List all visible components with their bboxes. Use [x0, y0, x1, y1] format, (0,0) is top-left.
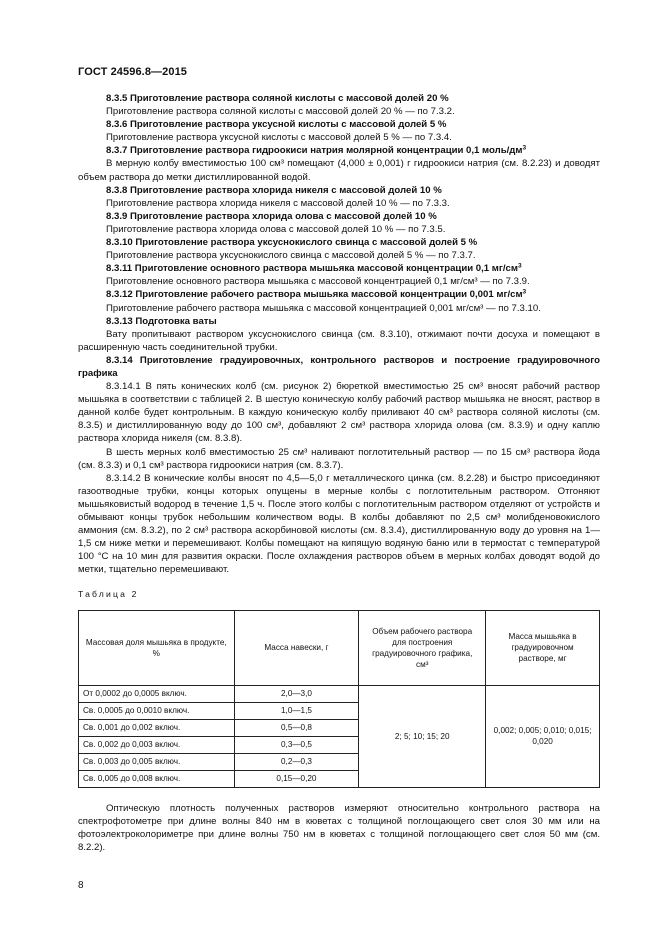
section-heading-text: 8.3.5 Приготовление раствора соляной кислоты с массовой долей 20 %: [106, 93, 449, 104]
cell-fraction: Св. 0,002 до 0,003 включ.: [79, 736, 235, 753]
table-2: [78, 610, 600, 788]
table-caption: Таблица 2: [78, 589, 139, 600]
cell-fraction: От 0,0002 до 0,0005 включ.: [79, 685, 235, 702]
section-paragraph: 8.3.14.1 В пять конических колб (см. рисунок 2) бюреткой вместимостью 25 см³ вносят рабочий раствор мышьяка в соответствии с таблицей 2. В шестую коническую колбу рабочий раствор мышьяка не вносят, раствор в данной колбе будет контрольным. В каждую коническую колбу приливают 40 см³ раствора соляной кислоты (см. 8.3.5) и дистиллированную воду до 100 см³, добавляют 2 см³ раствора хлорида олова (см. 8.3.9) и одну каплю раствора хлорида никеля (см. 8.3.8).: [78, 381, 600, 445]
section-paragraph: Вату пропитывают раствором уксуснокислого свинца (см. 8.3.10), отжимают почти досуха и помещают в расширенную часть соединительной трубки.: [78, 328, 600, 353]
section-paragraph: Приготовление раствора хлорида олова с массовой долей 10 % — по 7.3.5.: [106, 223, 446, 235]
unit-superscript: 3: [522, 288, 527, 296]
section-paragraph: Приготовление раствора хлорида никеля с массовой долей 10 % — по 7.3.3.: [106, 197, 450, 209]
header-mass: Масса навески, г: [234, 610, 359, 685]
section-heading: [78, 315, 600, 328]
section-paragraph: Приготовление раствора уксуснокислого свинца с массовой долей 5 % — по 7.3.7.: [106, 250, 476, 262]
cell-mass: 0,15—0,20: [234, 770, 359, 787]
cell-mass: 0,2—0,3: [234, 753, 359, 770]
section-heading: [78, 210, 600, 223]
standard-header: ГОСТ 24596.8—2015: [78, 66, 188, 78]
header-arsenic-mass: Масса мышьяка в градуировочном растворе, мг: [486, 610, 600, 685]
section-heading-text: 8.3.9 Приготовление раствора хлорида олова с массовой долей 10 %: [106, 210, 437, 222]
section-heading-text: 8.3.6 Приготовление раствора уксусной кислоты с массовой долей 5 %: [106, 119, 447, 131]
header-fraction: Массовая доля мышьяка в продукте, %: [79, 610, 235, 685]
unit-superscript: 3: [522, 144, 527, 152]
section-heading: [78, 118, 600, 131]
table-header-row: [79, 610, 600, 685]
cell-mass: 0,5—0,8: [234, 719, 359, 736]
section-heading-text: 8.3.10 Приготовление раствора уксуснокислого свинца с массовой долей 5 %: [106, 237, 478, 249]
section-heading-text: 8.3.14 Приготовление градуировочных, контрольного растворов и построение градуировочного графика: [78, 354, 600, 379]
section-heading-text: 8.3.11 Приготовление основного раствора мышьяка массовой концентрации 0,1 мг/см: [106, 263, 518, 275]
section-heading-text: 8.3.12 Приготовление рабочего раствора мышьяка массовой концентрации 0,001 мг/см: [106, 289, 523, 301]
after-table-paragraph: Оптическую плотность полученных растворов измеряют относительно контрольного раствора на спектрофотометре при длине волны 840 нм в кюветах с толщиной поглощающего свет слоя 30 мм или на фотоэлектроколориметре при длине волны 750 нм в кюветах с толщиной поглощающего свет слоя 50 мм (см. 8.2.2).: [78, 802, 600, 853]
page-number: 8: [78, 880, 84, 891]
section-paragraph: Приготовление основного раствора мышьяка с массовой концентрацией 0,1 мг/см³ — по 7.3.9.: [106, 276, 530, 288]
page-content: [78, 92, 600, 854]
section-paragraph: В шесть мерных колб вместимостью 25 см³ наливают поглотительный раствор — по 15 см³ раствора йода (см. 8.3.3) и 0,1 см³ раствора гидроокиси натрия (см. 8.3.7).: [78, 446, 600, 471]
section-paragraph: Приготовление раствора уксусной кислоты с массовой долей 5 % — по 7.3.4.: [106, 132, 452, 144]
section-paragraph: Приготовление раствора соляной кислоты с массовой долей 20 % — по 7.3.2.: [106, 106, 455, 118]
cell-fraction: Св. 0,0005 до 0,0010 включ.: [79, 702, 235, 719]
cell-volumes: 2; 5; 10; 15; 20: [359, 685, 486, 787]
table-row: [79, 685, 600, 702]
cell-mass: 1,0—1,5: [234, 702, 359, 719]
section-paragraph: 8.3.14.2 В конические колбы вносят по 4,5—5,0 г металлического цинка (см. 8.2.28) и быстро присоединяют газоотводные трубки, концы которых опущены в мерные колбы с поглотительным раствором. Отгоняют мышьяковистый водород в течение 1,5 ч. После этого колбы с поглотительным раствором отделяют от устройств и обмывают концы трубок небольшим количеством воды. В колбы добавляют по 2,5 см³ молибденовокислого аммония (см. 8.3.2), по 2 см³ раствора аскорбиновой кислоты (см. 8.3.4), дистиллированную воду до уровня на 1—1,5 см ниже метки и перемешивают. Колбы помещают на кипящую водяную баню или в термостат с температурой 100 °С на 10 мин для развития окраски. После охлаждения растворов объем в мерных колбах доводят водой до метки, тщательно перемешивают.: [78, 472, 600, 576]
header-volume: Объем рабочего раствора для построения градуировочного графика, см³: [359, 610, 486, 685]
section-heading: [78, 288, 600, 301]
section-heading-text: 8.3.13 Подготовка ваты: [106, 315, 217, 327]
section-heading: [78, 92, 600, 105]
section-heading-text: 8.3.8 Приготовление раствора хлорида никеля с массовой долей 10 %: [106, 184, 442, 196]
cell-mass: 0,3—0,5: [234, 736, 359, 753]
section-heading: [78, 144, 600, 157]
cell-mass: 2,0—3,0: [234, 685, 359, 702]
section-heading-text: 8.3.7 Приготовление раствора гидроокиси натрия молярной концентрации 0,1 моль/дм: [106, 145, 523, 157]
cell-fraction: Св. 0,001 до 0,002 включ.: [79, 719, 235, 736]
section-heading: [78, 354, 600, 380]
cell-fraction: Св. 0,005 до 0,008 включ.: [79, 770, 235, 787]
cell-arsenic-mass: 0,002; 0,005; 0,010; 0,015; 0,020: [486, 685, 600, 787]
sections-container: [78, 92, 600, 576]
section-paragraph: Приготовление рабочего раствора мышьяка с массовой концентрацией 0,001 мг/см³ — по 7.3.10.: [106, 302, 541, 314]
cell-fraction: Св. 0,003 до 0,005 включ.: [79, 753, 235, 770]
section-heading: [78, 236, 600, 249]
section-paragraph: В мерную колбу вместимостью 100 см³ помещают (4,000 ± 0,001) г гидроокиси натрия (см. 8.2.23) и доводят объем раствора до метки дистиллированной водой.: [78, 158, 600, 183]
section-heading: [78, 184, 600, 197]
unit-superscript: 3: [517, 262, 522, 270]
section-heading: [78, 262, 600, 275]
